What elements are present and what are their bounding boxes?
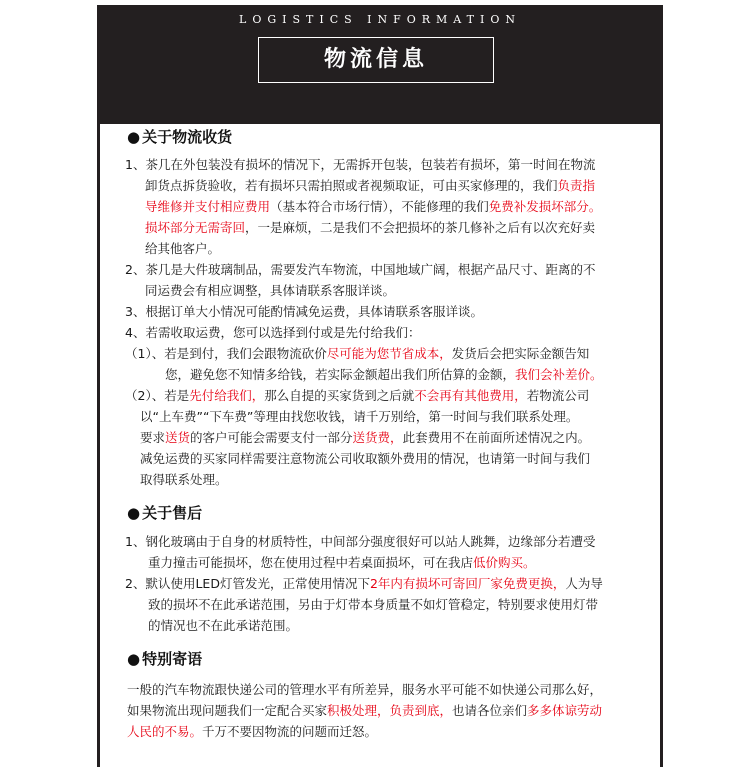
highlight-text: 送货费， xyxy=(352,430,403,445)
bullet-icon: ● xyxy=(127,128,141,146)
body-text: 同运费会有相应调整，具体请联系客服详谈。 xyxy=(145,283,396,298)
section-title-text: 特别寄语 xyxy=(142,650,203,668)
page-title: 物流信息 xyxy=(323,47,428,72)
section-title-special xyxy=(127,648,202,669)
text-line xyxy=(148,553,536,573)
text-line xyxy=(125,386,589,406)
highlight-text: 负责指 xyxy=(557,178,596,193)
text-line xyxy=(165,365,603,385)
body-text: 给其他客户。 xyxy=(145,241,221,256)
text-line xyxy=(148,595,598,615)
body-text: 一般的汽车物流跟快递公司的管理水平有所差异，服务水平可能不如快递公司那么好， xyxy=(127,682,603,697)
body-text: 发货后会把实际金额告知 xyxy=(451,346,590,361)
text-line xyxy=(148,616,298,636)
title-frame xyxy=(258,37,494,83)
highlight-text: 低价购买。 xyxy=(473,555,536,570)
body-text: 3、根据订单大小情况可能酌情减免运费，具体请联系客服详谈。 xyxy=(125,304,483,319)
section-title-text: 关于物流收货 xyxy=(142,128,233,146)
body-text: ，一是麻烦，二是我们不会把损坏的茶几修补之后有以次充好卖 xyxy=(245,220,596,235)
section-title-text: 关于售后 xyxy=(142,504,203,522)
text-line xyxy=(145,218,595,238)
text-line xyxy=(145,281,395,301)
body-text: （基本符合市场行情），不能修理的我们 xyxy=(270,199,489,214)
text-line xyxy=(140,428,590,448)
text-line xyxy=(125,260,595,280)
body-text: （1）、若是到付，我们会跟物流砍价 xyxy=(125,346,327,361)
body-text: （2）、若是 xyxy=(125,388,190,403)
highlight-text: 尽可能为您节省成本， xyxy=(326,346,452,361)
body-text: 4、若需收取运费，您可以选择到付或是先付给我们： xyxy=(125,325,421,340)
highlight-text: 不会再有其他费用， xyxy=(414,388,527,403)
text-line xyxy=(125,344,589,364)
text-line xyxy=(125,323,420,343)
body-text: 以“上车费”“下车费”等理由找您收钱，请千万别给，第一时间与我们联系处理。 xyxy=(140,409,579,424)
body-text: 千万不要因物流的问题而迁怒。 xyxy=(202,724,378,739)
text-line xyxy=(125,574,603,594)
highlight-text: 多多体谅劳动 xyxy=(527,703,603,718)
body-text: 减免运费的买家同样需要注意物流公司收取额外费用的情况，也请第一时间与我们 xyxy=(140,451,591,466)
body-text: 重力撞击可能损坏，您在使用过程中若桌面损坏，可在我店 xyxy=(148,555,474,570)
header-banner xyxy=(97,5,663,124)
text-line xyxy=(145,176,595,196)
section-title-after-sales xyxy=(127,502,202,523)
body-text: 您，避免您不知情多给钱，若实际金额超出我们所估算的金额， xyxy=(165,367,516,382)
body-text: 若物流公司 xyxy=(526,388,590,403)
body-text: 也请各位亲们 xyxy=(452,703,528,718)
body-text: 此套费用不在前面所述情况之内。 xyxy=(402,430,591,445)
highlight-text: 免费补发损坏部分。 xyxy=(488,199,602,214)
highlight-text: 我们会补差价。 xyxy=(515,367,603,382)
text-line xyxy=(140,470,228,490)
text-line xyxy=(127,722,377,742)
body-text: 1、茶几在外包装没有损坏的情况下，无需拆开包装，包装若有损坏，第一时间在物流 xyxy=(125,157,596,172)
text-line xyxy=(140,407,578,427)
highlight-text: 损坏部分无需寄回 xyxy=(145,220,246,235)
highlight-text: 先付给我们， xyxy=(189,388,265,403)
body-text: 那么自提的买家货到之后就 xyxy=(264,388,415,403)
body-text: 要求 xyxy=(140,430,166,445)
body-text: 1、钢化玻璃由于自身的材质特性，中间部分强度很好可以站人跳舞，边缘部分若遭受 xyxy=(125,534,596,549)
body-text: 取得联系处理。 xyxy=(140,472,228,487)
highlight-text: 送货 xyxy=(165,430,191,445)
body-text: 卸货点拆货验收，若有损坏只需拍照或者视频取证，可由买家修理的，我们 xyxy=(145,178,558,193)
body-text: 的情况也不在此承诺范围。 xyxy=(148,618,299,633)
text-line xyxy=(125,532,595,552)
body-text: 致的损坏不在此承诺范围，另由于灯带本身质量不如灯管稳定，特别要求使用灯带 xyxy=(148,597,599,612)
text-line xyxy=(125,155,595,175)
bullet-icon: ● xyxy=(127,504,141,522)
body-text: 人为导 xyxy=(565,576,603,591)
text-line xyxy=(140,449,590,469)
body-text: 的客户可能会需要支付一部分 xyxy=(190,430,353,445)
highlight-text: 人民的不易。 xyxy=(127,724,203,739)
highlight-text: 2年内有损坏可寄回厂家免费更换， xyxy=(369,576,566,591)
body-text: 2、茶几是大件玻璃制品，需要发汽车物流，中国地域广阔，根据产品尺寸、距离的不 xyxy=(125,262,596,277)
text-line xyxy=(125,302,483,322)
header-subtitle: LOGISTICS INFORMATION xyxy=(239,13,521,26)
text-line xyxy=(127,680,602,700)
highlight-text: 导维修并支付相应费用 xyxy=(145,199,271,214)
text-line xyxy=(145,239,220,259)
highlight-text: 积极处理，负责到底， xyxy=(327,703,453,718)
body-text: 2、默认使用LED灯管发光，正常使用情况下 xyxy=(125,576,370,591)
bullet-icon: ● xyxy=(127,650,141,668)
body-text: 如果物流出现问题我们一定配合买家 xyxy=(127,703,328,718)
text-line xyxy=(127,701,602,721)
section-title-logistics xyxy=(127,126,232,147)
text-line xyxy=(145,197,601,217)
